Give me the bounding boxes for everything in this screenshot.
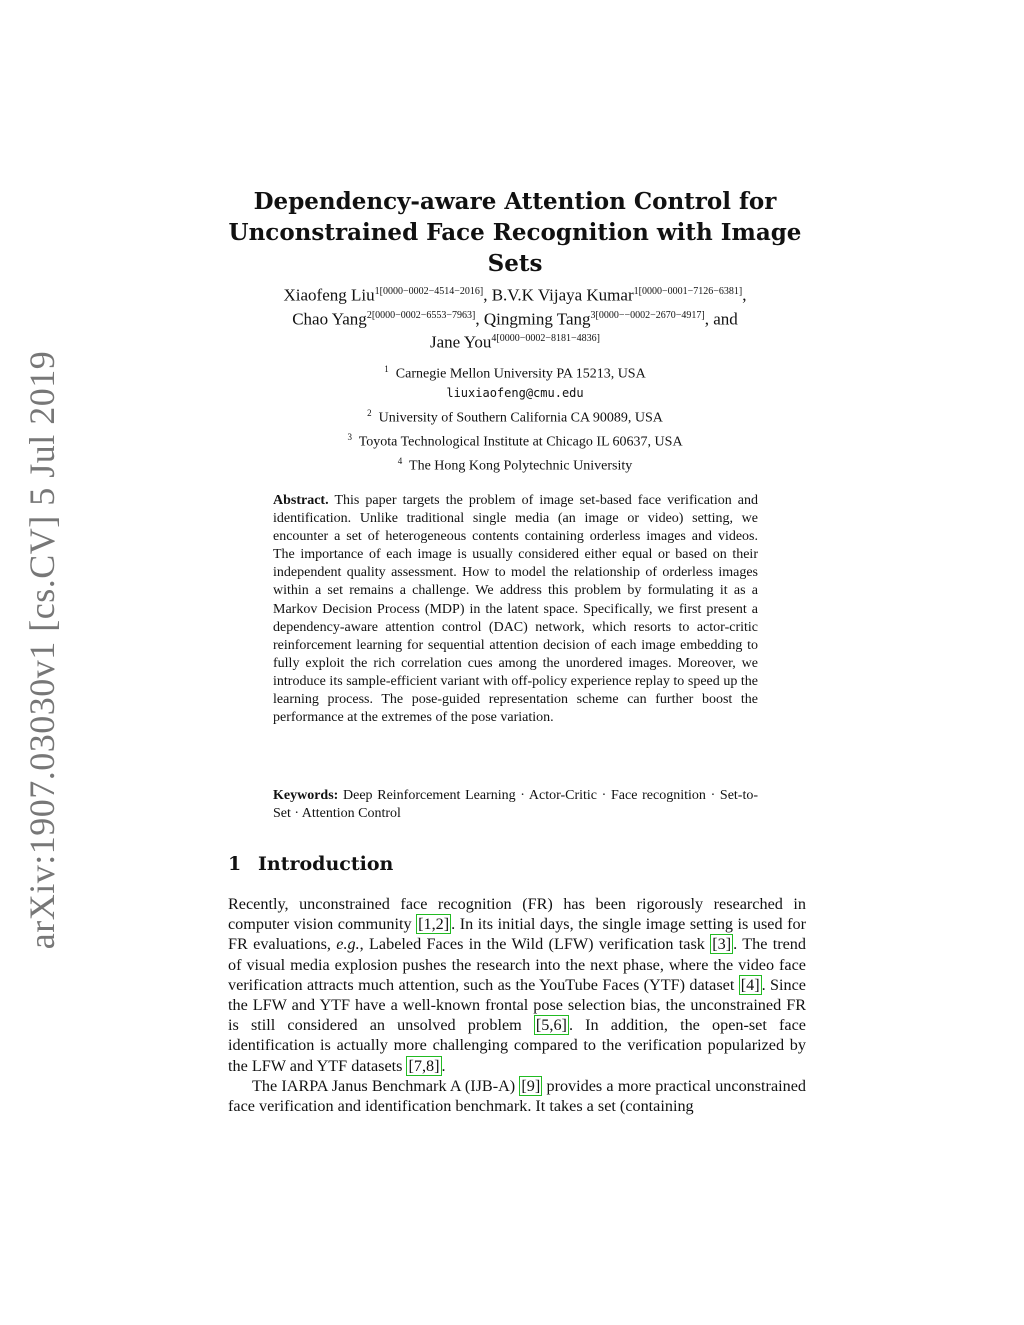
author-list [220, 282, 810, 353]
affiliation-list [220, 360, 810, 476]
body-text-run: . In addition, the open-set face identification is actually more challenging compared to the verification popularized by the LFW and YTF datasets [228, 1016, 806, 1075]
body-text-run: . The trend of visual media explosion pushes the research into the next phase, where the video face verification attracts much attention, such as the YouTube Faces (YTF) dataset [228, 935, 806, 994]
citation-link[interactable]: [7,8] [408, 1056, 440, 1075]
body-text-run: , Labeled Faces in the Wild (LFW) verification task [359, 935, 711, 954]
arxiv-identifier: arXiv:1907.03030v1 [cs.CV] 5 Jul 2019 [22, 350, 62, 950]
paper-title [220, 186, 810, 279]
body-text-run: . In its initial days, the single image setting is used for FR evaluations, [228, 915, 807, 954]
title-line-2: Unconstrained Face Recognition with Image Sets [228, 219, 802, 277]
section-number: 1 [228, 853, 242, 875]
author-name: Xiaofeng Liu [283, 285, 375, 305]
author-line-1: Xiaofeng Liu$^{1[0000-0002-4514-2016]}$, B.V.K Vijaya Kumar$^{1[0000-0001-7126-6381]}$, [283, 285, 747, 305]
author-name: Chao Yang [292, 309, 367, 329]
orcid-superscript: 1[0000−0002−4514−2016] [374, 286, 484, 297]
orcid-superscript: 1[0000−0001−7126−6381] [633, 286, 743, 297]
affiliation-1 [220, 360, 810, 384]
abstract-text: This paper targets the problem of image set-based face verification and identification. Unlike traditional single media (an image or video) setting, we encounter a set of heterogeneous contents containing orderless images and videos. The importance of each image is usually considered either equal or based on their independent quality assessment. How to model the relationship of orderless images within a set remains a challenge. We address this problem by formulating it as a Markov Decision Process (MDP) in the latent space. Specifically, we first present a dependency-aware attention control (DAC) network, which resorts to actor-critic reinforcement learning for sequential attention decision of each image embedding to fully exploit the rich correlation cues among the unordered images. Moreover, we introduce its sample-efficient variant with off-policy experience replay to speed up the learning process. The pose-guided representation scheme can further boost the performance at the extremes of the pose variation. [273, 493, 758, 726]
paragraph-2 [228, 1076, 806, 1116]
author-name: Qingming Tang [483, 309, 591, 329]
body-text-run: provides a more practical unconstrained face verification and identification benchmark. It takes a set (containing [228, 1076, 806, 1116]
body-text-run: Recently, unconstrained face recognition (FR) has been rigorously researched in computer vision community [228, 895, 806, 934]
email-text: liuxiaofeng@cmu.edu [446, 386, 584, 401]
introduction-body [228, 894, 806, 1116]
abstract-label: Abstract. [273, 493, 329, 508]
keywords-text: Deep Reinforcement Learning · Actor-Critic · Face recognition · Set-to-Set · Attention Control [273, 788, 759, 822]
citation-link[interactable]: [1,2] [418, 915, 450, 934]
author-line-3 [220, 329, 810, 353]
affiliation-text: Toyota Technological Institute at Chicago IL 60637, USA [358, 434, 683, 450]
citation-link[interactable]: [9] [521, 1076, 541, 1095]
author-line-2: Chao Yang$^{2[0000-0002-6553-7963]}$, Qingming Tang$^{3[0000--0002-2670-4917]}$, and [292, 309, 738, 329]
orcid-superscript: 2[0000−0002−6553−7963] [366, 309, 476, 321]
body-text-run: . [441, 1056, 446, 1075]
keywords [273, 787, 758, 823]
keywords-label: Keywords: [273, 788, 339, 803]
affiliation-text: The Hong Kong Polytechnic University [409, 458, 633, 474]
affiliation-3 [220, 428, 810, 452]
citation-link[interactable]: [3] [712, 935, 732, 954]
body-text-italic: e.g. [336, 935, 360, 954]
affiliation-number: 1 [384, 364, 389, 374]
affiliation-2 [220, 404, 810, 428]
paragraph-1 [228, 894, 806, 1076]
body-text-run: . Since the LFW and YTF have a well-known frontal pose selection bias, the unconstrained FR is still considered an unsolved problem [228, 975, 806, 1035]
affiliation-text: University of Southern California CA 90089, USA [378, 410, 663, 426]
section-heading [228, 853, 393, 875]
author-email [220, 384, 810, 404]
affiliation-number: 2 [367, 407, 372, 418]
title-line-1: Dependency-aware Attention Control for [253, 188, 777, 215]
affiliation-4 [220, 452, 810, 476]
affiliation-number: 3 [347, 431, 352, 442]
author-name: B.V.K Vijaya Kumar [491, 285, 634, 305]
citation-link[interactable]: [5,6] [535, 1016, 567, 1035]
citation-link[interactable]: [4] [740, 975, 760, 994]
affiliation-number: 4 [397, 455, 403, 466]
affiliation-text: Carnegie Mellon University PA 15213, USA [395, 366, 646, 382]
section-title: Introduction [258, 853, 394, 875]
author-name: Jane You [430, 332, 492, 352]
body-text-run: The IARPA Janus Benchmark A (IJB-A) [252, 1076, 520, 1095]
author-conjunction: and [713, 309, 738, 329]
orcid-superscript: 4[0000−0002−8181−4836] [491, 333, 600, 345]
orcid-superscript: 3[0000−−0002−2670−4917] [590, 309, 705, 321]
abstract [273, 492, 758, 727]
